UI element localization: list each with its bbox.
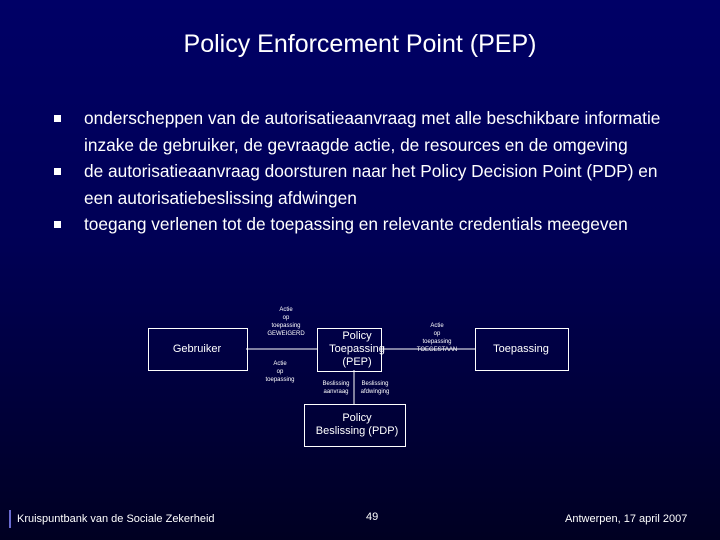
footer-date: Antwerpen, 17 april 2007 — [565, 513, 688, 525]
bullet-text: de autorisatieaanvraag doorsturen naar het Policy Decision Point (PDP) en een autorisatiebeslissing afdwingen — [84, 161, 658, 208]
pdp-label-2: Beslissing (PDP) — [315, 425, 399, 437]
denied-label-4: GEWEIGERD — [267, 331, 305, 337]
allowed-label-3: toepassing — [422, 339, 452, 345]
footer-accent-bar — [9, 510, 11, 528]
denied-label-3: toepassing — [271, 323, 301, 329]
denied-label-1: Actie — [279, 307, 293, 313]
page-title: Policy Enforcement Point (PEP) — [183, 30, 537, 58]
bullet-text: onderscheppen van de autorisatieaanvraag met alle beschikbare informatie inzake de gebruiker, de gevraagde actie, de resources en de omgeving — [84, 108, 661, 155]
bullet-text: toegang verlenen tot de toepassing en relevante credentials meegeven — [84, 214, 628, 235]
page-number: 49 — [366, 511, 379, 523]
allowed-label-2: op — [433, 331, 441, 337]
request-label-3: toepassing — [265, 377, 295, 383]
pep-label-1: Policy — [342, 330, 372, 342]
allowed-label-4: TOEGESTAAN — [416, 347, 458, 353]
pep-label-3: (PEP) — [342, 356, 372, 368]
pdp-label-1: Policy — [342, 412, 372, 424]
allowed-label-1: Actie — [430, 323, 444, 329]
toepassing-label: Toepassing — [493, 343, 549, 355]
denied-label-2: op — [282, 315, 290, 321]
footer-organization: Kruispuntbank van de Sociale Zekerheid — [17, 513, 215, 525]
decision-enforced-label-1: Beslissing — [361, 381, 389, 387]
decision-enforced-label-2: afdwinging — [360, 389, 390, 395]
gebruiker-label: Gebruiker — [172, 343, 222, 355]
pep-label-2: Toepassing — [329, 343, 385, 355]
request-label-2: op — [276, 369, 284, 375]
request-label-1: Actie — [273, 361, 287, 367]
decision-request-label-1: Beslissing — [322, 381, 350, 387]
decision-request-label-2: aanvraag — [323, 389, 349, 395]
